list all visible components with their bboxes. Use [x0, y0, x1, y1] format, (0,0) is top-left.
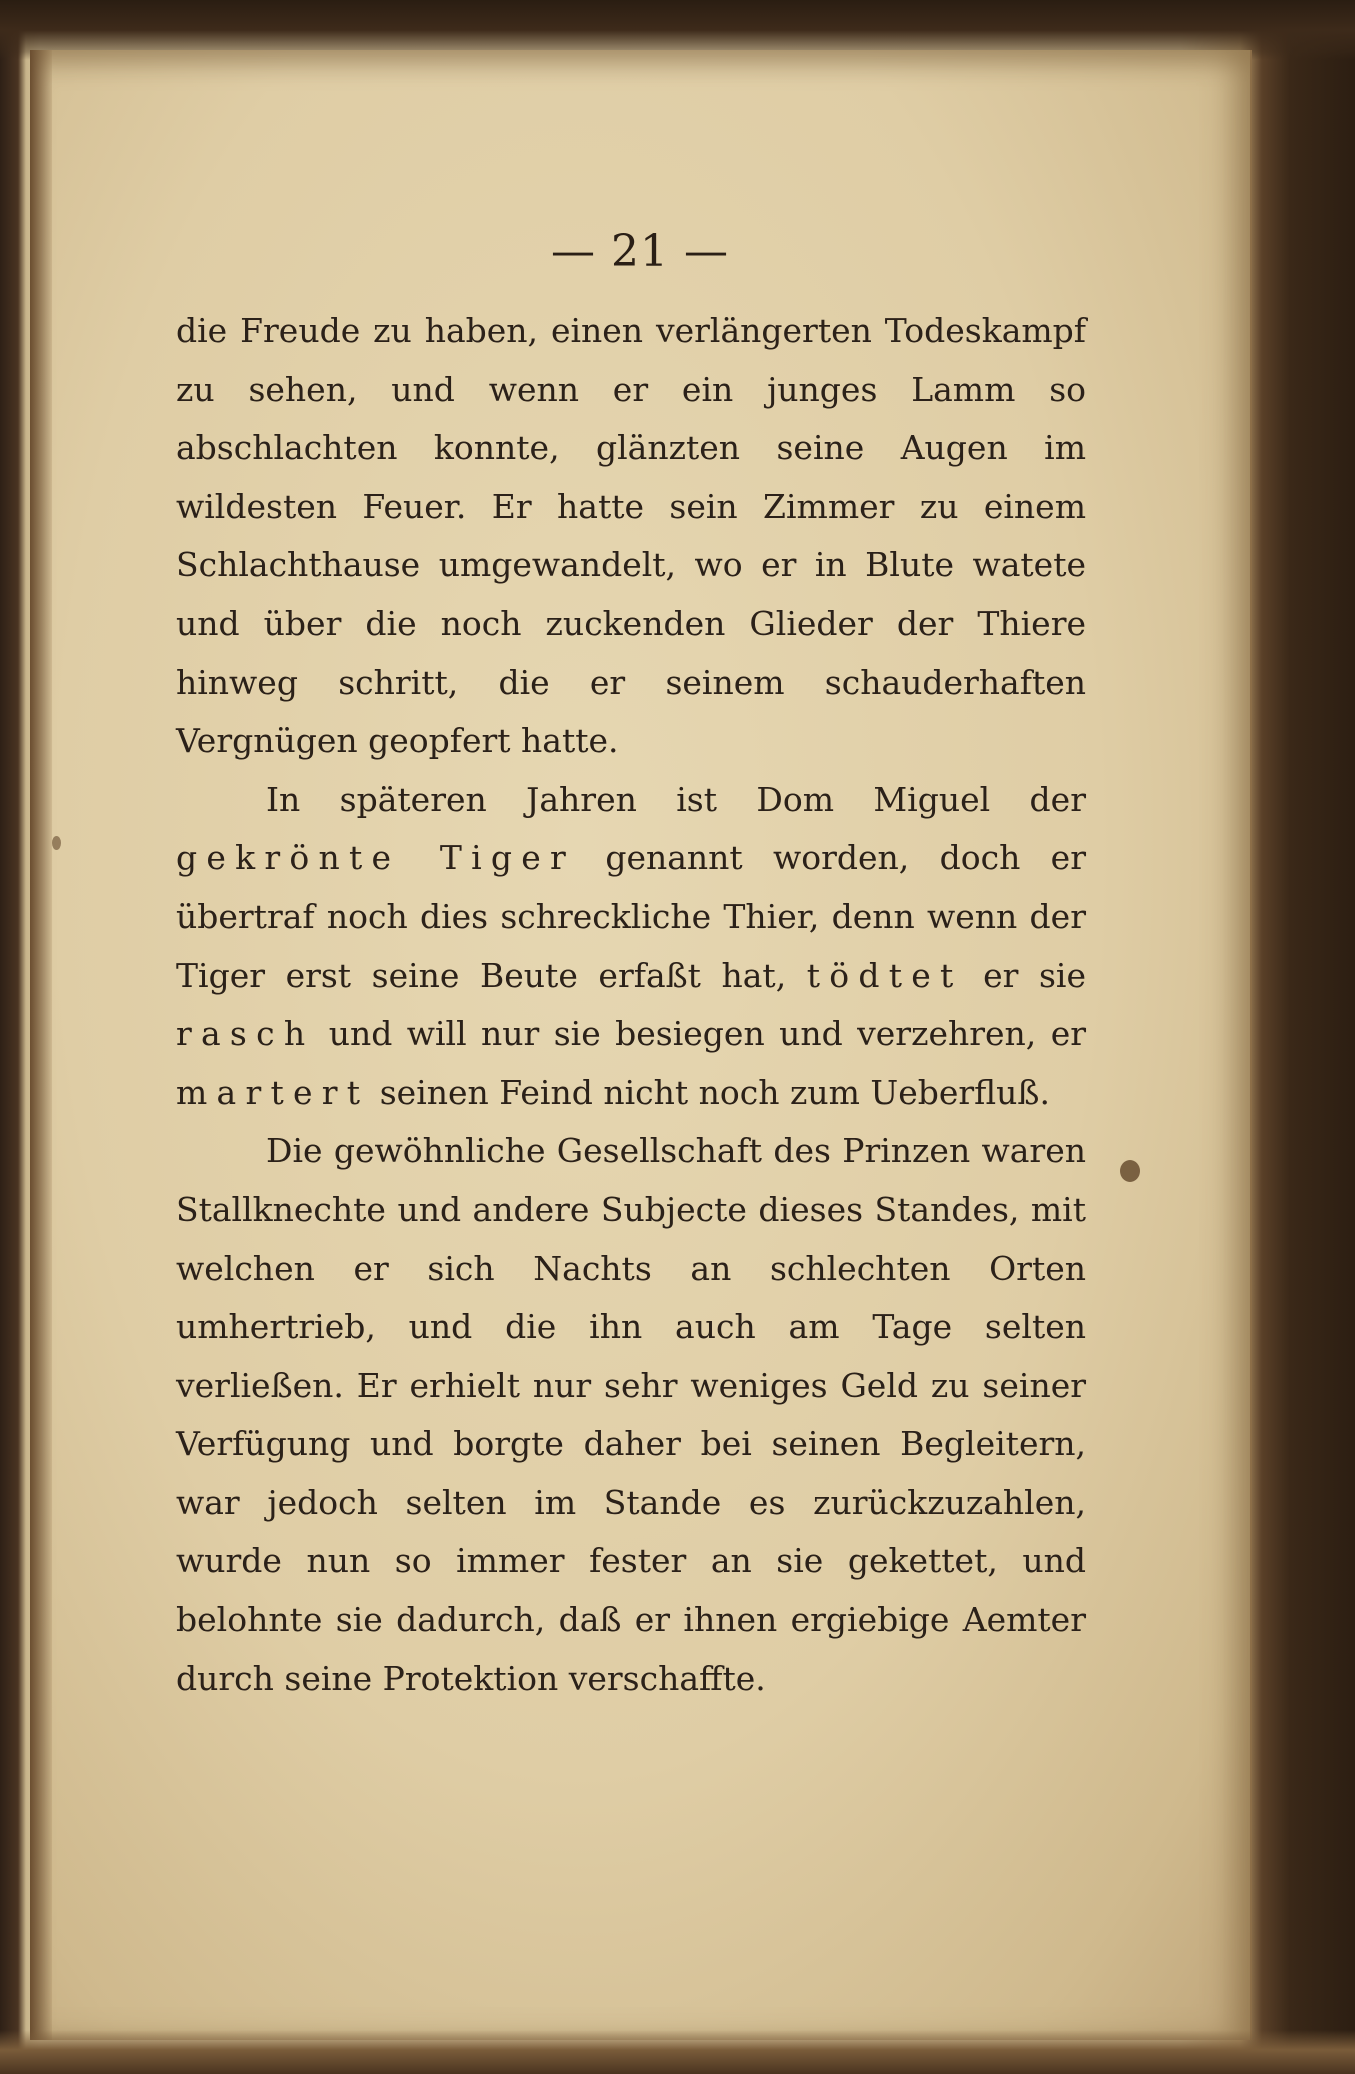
text-segment: die Freude zu haben, einen verlängerten Todeskampf zu sehen, und wenn er ein junges Lamm so abschlachten konnte, glänzten seine Augen im wildesten Feuer. Er hatte sein Zimmer zu einem Schlachthause umgewandelt, wo er in Blute watete und über die noch zuckenden Glieder der Thiere hinweg schritt, die er seinem schauderhaften Vergnügen geopfert hatte. — [176, 311, 1086, 761]
spaced-emphasis: martert — [176, 1072, 370, 1112]
book-cover-bottom-edge — [0, 2030, 1355, 2074]
page-number: — 21 — — [551, 226, 729, 277]
text-segment: er sie — [962, 955, 1086, 995]
spaced-emphasis: tödtet — [806, 955, 963, 995]
text-segment: seinen Feind nicht noch zum Ueberfluß. — [369, 1072, 1050, 1112]
text-segment: In späteren Jahren ist Dom Miguel der — [266, 779, 1086, 819]
ink-stain — [1120, 1160, 1140, 1182]
paragraph — [176, 1122, 1086, 1708]
spaced-emphasis: gekrönte Tiger — [176, 838, 576, 878]
page-gutter — [30, 50, 52, 2040]
text-segment: genannt worden, doch er übertraf noch dies schreckliche Thier, denn wenn der Tiger erst seine Beute erfaßt hat, — [176, 838, 1086, 995]
paragraph — [176, 771, 1086, 1123]
ink-stain — [52, 836, 61, 850]
body-text — [176, 302, 1086, 1708]
paragraph — [176, 302, 1086, 771]
text-segment: Die gewöhnliche Gesellschaft des Prinzen waren Stallknechte und andere Subjecte dieses Standes, mit welchen er sich Nachts an schlechten Orten umhertrieb, und die ihn auch am Tage selten verließen. Er erhielt nur sehr weniges Geld zu seiner Verfügung und borgte daher bei seinen Begleitern, war jedoch selten im Stande es zurückzuzahlen, wurde nun so immer fester an sie gekettet, und belohnte sie dadurch, daß er ihnen ergiebige Aemter durch seine Protektion verschaffte. — [176, 1131, 1086, 1698]
spaced-emphasis: rasch — [176, 1014, 315, 1054]
text-segment: und will nur sie besiegen und verzehren, er — [314, 1014, 1086, 1054]
